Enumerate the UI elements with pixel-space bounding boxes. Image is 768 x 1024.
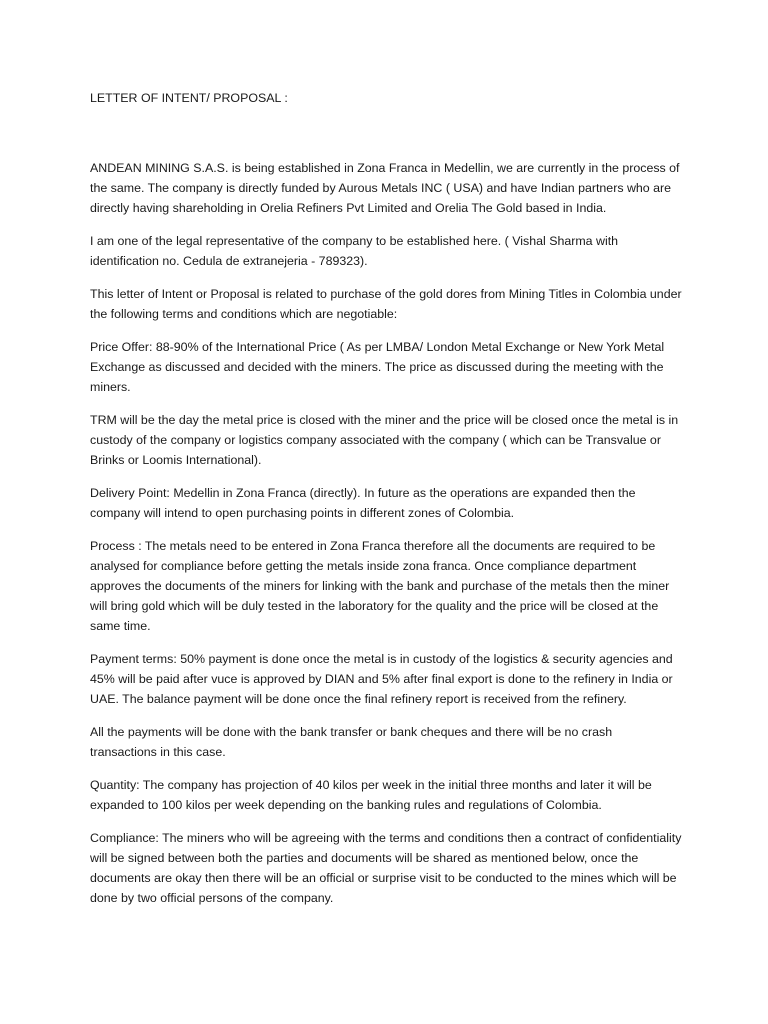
paragraph-purpose: This letter of Intent or Proposal is related to purchase of the gold dores from Mining Titles in Colombia under the following terms and conditions which are negotiable:: [90, 287, 682, 321]
paragraph-compliance: Compliance: The miners who will be agreeing with the terms and conditions then a contract of confidentiality will be signed between both the parties and documents will be shared as mentioned below, once the documents are okay then there will be an official or surprise visit to be conducted to the mines which will be done by two official persons of the company.: [90, 831, 682, 905]
paragraph-process: Process : The metals need to be entered in Zona Franca therefore all the documents are required to be analysed for compliance before getting the metals inside zona franca. Once compliance department approves the documents of the miners for linking with the bank and purchase of the metals then the miner will bring gold which will be duly tested in the laboratory for the quality and the price will be closed at the same time.: [90, 539, 670, 633]
paragraph-price-offer: Price Offer: 88-90% of the International Price ( As per LMBA/ London Metal Exchange or New York Metal Exchange as discussed and decided with the miners. The price as discussed during the meeting with the miners.: [90, 340, 665, 394]
paragraph-trm: TRM will be the day the metal price is closed with the miner and the price will be closed once the metal is in custody of the company or logistics company associated with the company ( which can be Transvalue or Brinks or Loomis International).: [90, 413, 679, 467]
paragraph-legal-representative: I am one of the legal representative of the company to be established here. ( Vishal Sharma with identification no. Cedula de extranejeria - 789323).: [90, 234, 619, 268]
paragraph-payment-terms: Payment terms: 50% payment is done once the metal is in custody of the logistics & security agencies and 45% will be paid after vuce is approved by DIAN and 5% after final export is done to the refinery in India or UAE. The balance payment will be done once the final refinery report is received from the refinery.: [90, 652, 673, 706]
paragraph-quantity: Quantity: The company has projection of 40 kilos per week in the initial three months and later it will be expanded to 100 kilos per week depending on the banking rules and regulations of Colombia.: [90, 778, 652, 812]
letter-heading: LETTER OF INTENT/ PROPOSAL :: [90, 91, 288, 105]
letter-page: [90, 88, 682, 921]
paragraph-company-intro: ANDEAN MINING S.A.S. is being established in Zona Franca in Medellin, we are currently in the process of the same. The company is directly funded by Aurous Metals INC ( USA) and have Indian partners who are directly having shareholding in Orelia Refiners Pvt Limited and Orelia The Gold based in India.: [90, 161, 680, 215]
paragraph-payment-method: All the payments will be done with the bank transfer or bank cheques and there will be no crash transactions in this case.: [90, 725, 613, 759]
paragraph-delivery-point: Delivery Point: Medellin in Zona Franca (directly). In future as the operations are expanded then the company will intend to open purchasing points in different zones of Colombia.: [90, 486, 636, 520]
